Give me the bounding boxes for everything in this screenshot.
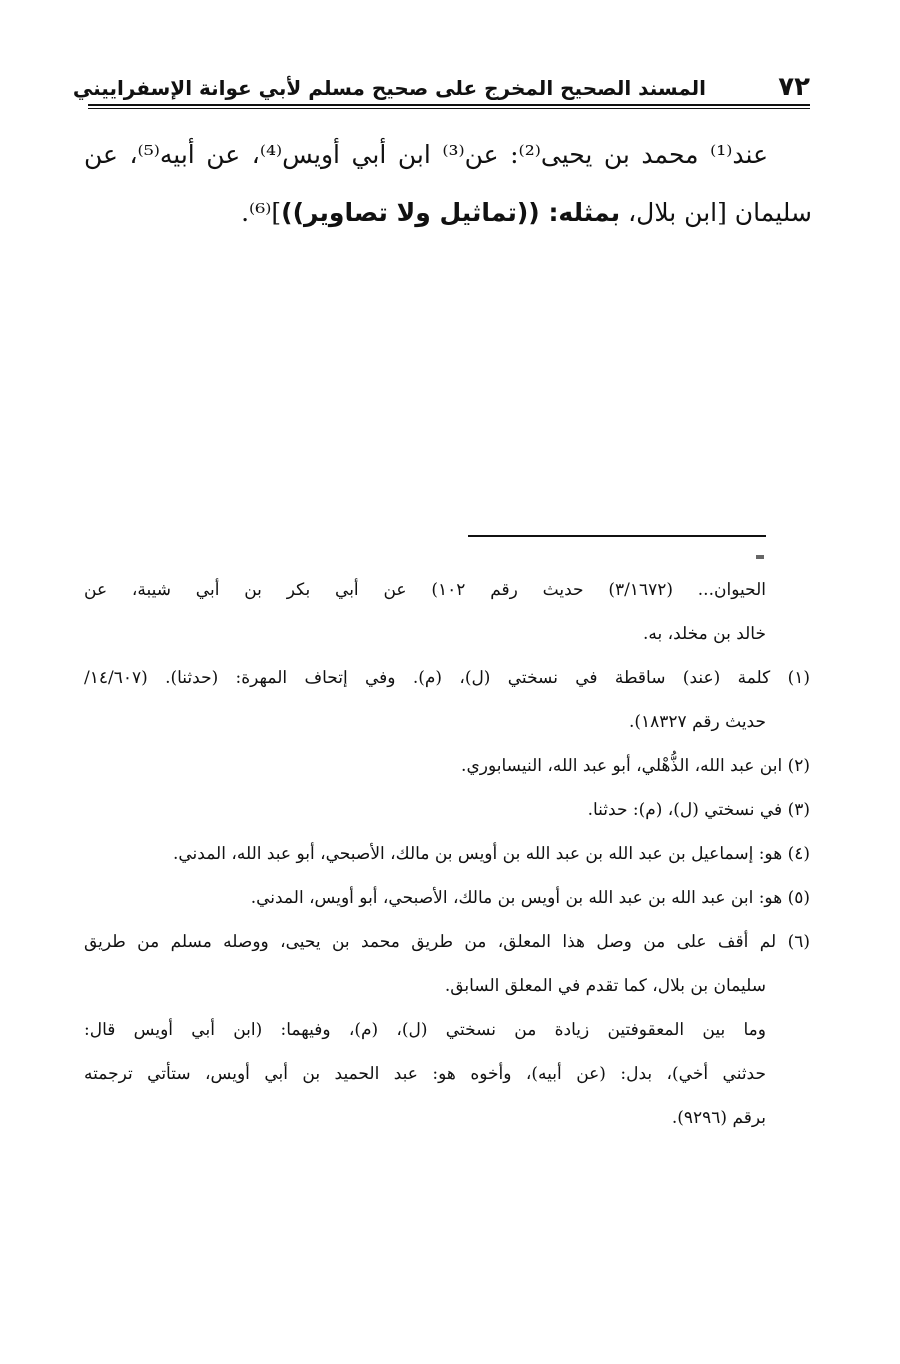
footnotes xyxy=(84,568,810,1140)
footnote-5: (٥) هو: ابن عبد الله بن عبد الله بن أويس بن مالك، الأصبحي، أبو أويس، المدني. xyxy=(250,888,810,908)
main-text-line-2-bold: بمثله: ((تماثيل ولا تصاوير)) xyxy=(281,198,621,227)
page-number: ٧٢ xyxy=(778,72,810,102)
footnote-1-line-2: حديث رقم ١٨٣٢٧). xyxy=(628,712,766,732)
footnote-continuation-line-2: خالد بن مخلد، به. xyxy=(642,624,766,644)
footnote-1-line-1: (١) كلمة (عند) ساقطة في نسختي (ل)، (م). وفي إتحاف المهرة: (حدثنا). (١٤/٦٠٧/ xyxy=(84,668,810,688)
main-text-line-2-prefix: سليمان [ابن بلال، xyxy=(620,198,812,227)
main-text xyxy=(84,126,812,242)
footnote-4: (٤) هو: إسماعيل بن عبد الله بن عبد الله بن أويس بن مالك، الأصبحي، أبو عبد الله، المدني. xyxy=(172,844,810,864)
running-header xyxy=(72,70,810,106)
footnote-6-line-4: حدثني أخي)، بدل: (عن أبيه)، وأخوه هو: عبد الحميد بن أبي أويس، ستأتي ترجمته xyxy=(84,1064,766,1084)
footnote-6-line-2: سليمان بن بلال، كما تقدم في المعلق السابق. xyxy=(444,976,766,996)
footnote-continuation-line-1: الحيوان... (٣/١٦٧٢) حديث رقم ١٠٢) عن أبي بكر بن أبي شيبة، عن xyxy=(84,580,766,600)
footnote-continuation-mark xyxy=(756,555,764,559)
main-text-line-1: عند⁽¹⁾ محمد بن يحيى⁽²⁾: عن⁽³⁾ ابن أبي أويس⁽⁴⁾، عن أبيه⁽⁵⁾، عن xyxy=(84,140,768,169)
main-text-line-2 xyxy=(84,184,812,242)
footnote-6-line-1: (٦) لم أقف على من وصل هذا المعلق، من طريق محمد بن يحيى، ووصله مسلم من طريق xyxy=(84,932,810,952)
footnote-separator xyxy=(468,535,766,537)
footnote-6-line-5: برقم (٩٢٩٦). xyxy=(671,1108,766,1128)
footnote-2: (٢) ابن عبد الله، الذُّهْلي، أبو عبد الله، النيسابوري. xyxy=(461,756,810,776)
main-text-line-2-suffix: ]⁽⁶⁾. xyxy=(241,198,282,227)
header-rule xyxy=(88,104,810,109)
footnote-6-line-3: وما بين المعقوفتين زيادة من نسختي (ل)، (م)، وفيهما: (ابن أبي أويس قال: xyxy=(84,1020,766,1040)
book-title: المسند الصحيح المخرج على صحيح مسلم لأبي عوانة الإسفراييني xyxy=(72,76,706,100)
footnote-3: (٣) في نسختي (ل)، (م): حدثنا. xyxy=(587,800,810,820)
